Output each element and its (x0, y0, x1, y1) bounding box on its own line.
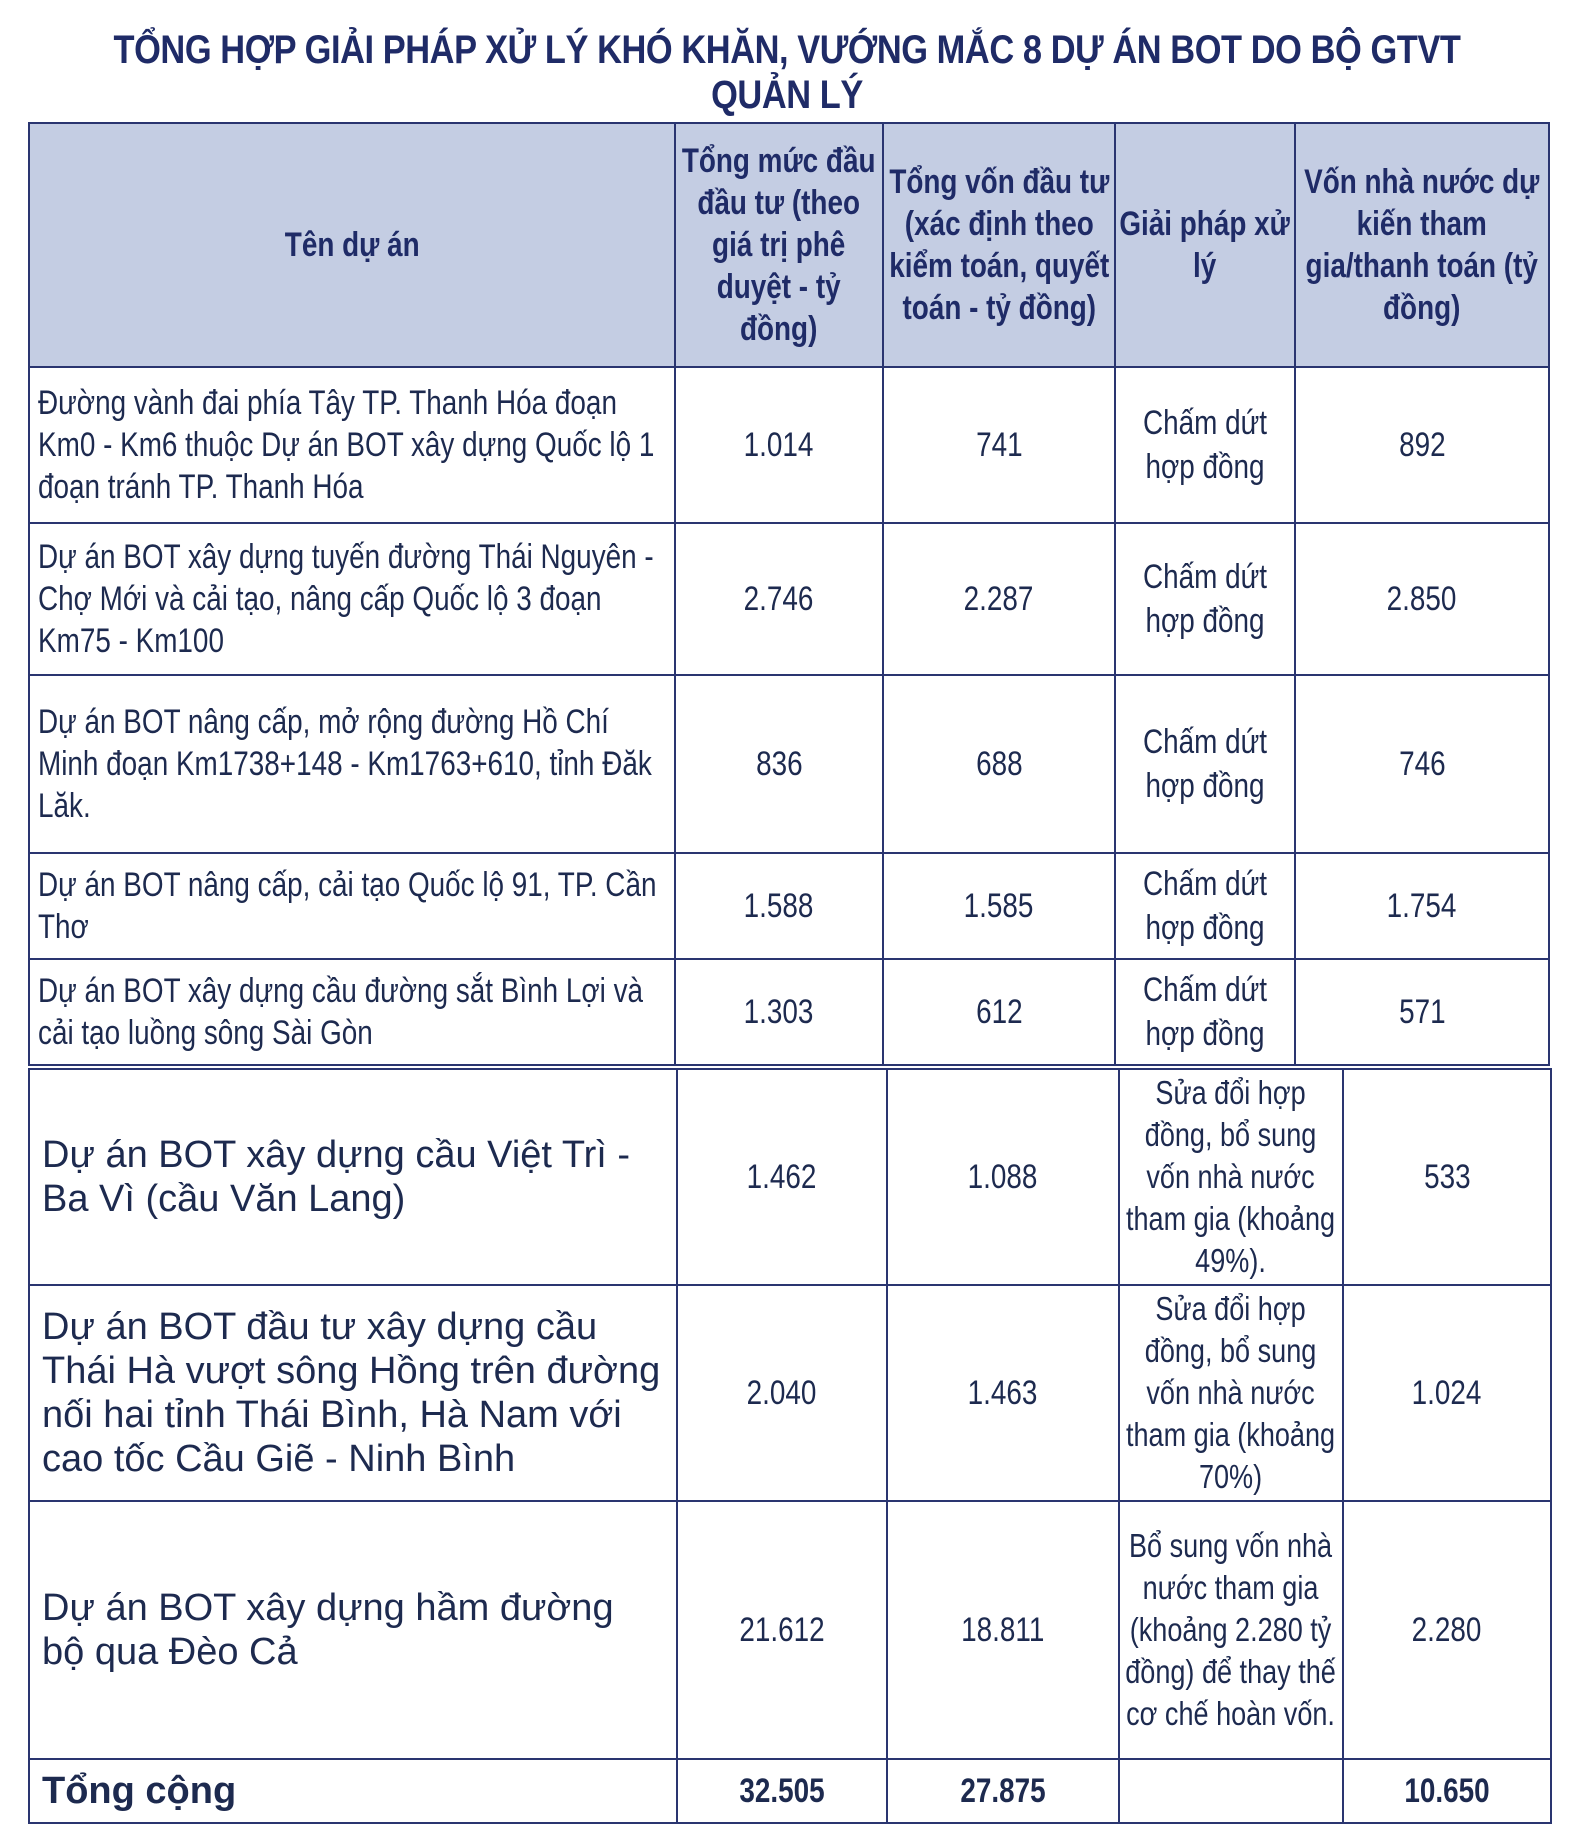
table-row (29, 367, 1549, 523)
total-label: Tổng cộng (42, 1770, 237, 1812)
table-row (29, 1285, 1551, 1501)
table-row (29, 853, 1549, 959)
total-investment: 836 (755, 745, 803, 783)
total-investment: 2.040 (747, 1373, 817, 1412)
total-investment: 2.746 (744, 580, 814, 618)
solution: Chấm dứt hợp đồng (1142, 723, 1268, 805)
total-investment: 1.462 (747, 1157, 817, 1196)
total-investment: 1.014 (744, 426, 814, 464)
header-total-capital: Tổng vốn đầu tư (xác định theo kiểm toán, quyết toán - tỷ đồng) (883, 123, 1115, 367)
table-row (29, 1069, 1551, 1285)
total-capital: 2.287 (964, 580, 1034, 618)
table-row (29, 959, 1549, 1065)
state-capital: 746 (1398, 745, 1446, 783)
solution: Chấm dứt hợp đồng (1142, 558, 1268, 640)
project-name: Dự án BOT xây dựng tuyến đường Thái Nguyên - Chợ Mới và cải tạo, nâng cấp Quốc lộ 3 đoạn Km75 - Km100 (38, 538, 654, 660)
total-capital: 18.811 (961, 1610, 1045, 1649)
total-capital: 1.463 (968, 1373, 1038, 1412)
total-capital: 741 (975, 426, 1023, 464)
solution: Sửa đổi hợp đồng, bổ sung vốn nhà nước tham gia (khoảng 49%). (1126, 1074, 1336, 1279)
header-total-investment: Tổng mức đầu đầu tư (theo giá trị phê duyệt - tỷ đồng) (675, 123, 883, 367)
total-capital: 612 (975, 993, 1023, 1031)
project-name: Dự án BOT xây dựng cầu Việt Trì - Ba Vì (cầu Văn Lang) (42, 1134, 631, 1220)
project-name: Dự án BOT nâng cấp, cải tạo Quốc lộ 91, TP. Cần Thơ (38, 866, 657, 946)
project-name: Dự án BOT xây dựng cầu đường sắt Bình Lợi và cải tạo luồng sông Sài Gòn (38, 972, 644, 1052)
table-row (29, 1501, 1551, 1759)
state-capital: 533 (1423, 1157, 1471, 1196)
project-name: Dự án BOT nâng cấp, mở rộng đường Hồ Chí Minh đoạn Km1738+148 - Km1763+610, tỉnh Đăk Lăk. (38, 703, 652, 825)
state-capital: 2.280 (1412, 1610, 1482, 1649)
solution: Chấm dứt hợp đồng (1142, 971, 1268, 1053)
total-row (29, 1759, 1551, 1823)
total-investment: 21.612 (739, 1610, 825, 1649)
header-row (29, 123, 1549, 367)
header-name: Tên dự án (29, 123, 675, 367)
total-capital: 688 (975, 745, 1023, 783)
solution: Chấm dứt hợp đồng (1142, 404, 1268, 486)
total-capital: 1.088 (968, 1157, 1038, 1196)
table-row (29, 523, 1549, 675)
state-capital: 1.754 (1387, 887, 1457, 925)
project-name: Dự án BOT xây dựng hầm đường bộ qua Đèo Cả (42, 1587, 614, 1673)
state-capital: 1.024 (1412, 1373, 1482, 1412)
header-solution: Giải pháp xử lý (1115, 123, 1295, 367)
state-capital: 571 (1398, 993, 1446, 1031)
total-capital-sum: 27.875 (960, 1771, 1046, 1810)
state-capital: 2.850 (1387, 580, 1457, 618)
project-name: Đường vành đai phía Tây TP. Thanh Hóa đoạn Km0 - Km6 thuộc Dự án BOT xây dựng Quốc lộ 1 đoạn tránh TP. Thanh Hóa (38, 384, 655, 506)
solution: Bổ sung vốn nhà nước tham gia (khoảng 2.280 tỷ đồng) để thay thế cơ chế hoàn vốn. (1125, 1527, 1337, 1732)
page-title: TỔNG HỢP GIẢI PHÁP XỬ LÝ KHÓ KHĂN, VƯỚNG MẮC 8 DỰ ÁN BOT DO BỘ GTVT QUẢN LÝ (113, 28, 1461, 117)
solution: Sửa đổi hợp đồng, bổ sung vốn nhà nước tham gia (khoảng 70%) (1126, 1290, 1336, 1495)
total-investment-sum: 32.505 (739, 1771, 825, 1810)
table-row (29, 675, 1549, 853)
state-capital: 892 (1398, 426, 1446, 464)
total-investment: 1.588 (744, 887, 814, 925)
state-capital-sum: 10.650 (1404, 1771, 1490, 1810)
total-investment: 1.303 (744, 993, 814, 1031)
project-name: Dự án BOT đầu tư xây dựng cầu Thái Hà vượt sông Hồng trên đường nối hai tỉnh Thái Bình, Hà Nam với cao tốc Cầu Giẽ - Ninh Bình (42, 1306, 661, 1480)
solution: Chấm dứt hợp đồng (1142, 865, 1268, 947)
header-state-capital: Vốn nhà nước dự kiến tham gia/thanh toán (tỷ đồng) (1295, 123, 1549, 367)
bot-table-bottom (28, 1068, 1552, 1824)
total-capital: 1.585 (964, 887, 1034, 925)
bot-table-top (28, 122, 1550, 1066)
